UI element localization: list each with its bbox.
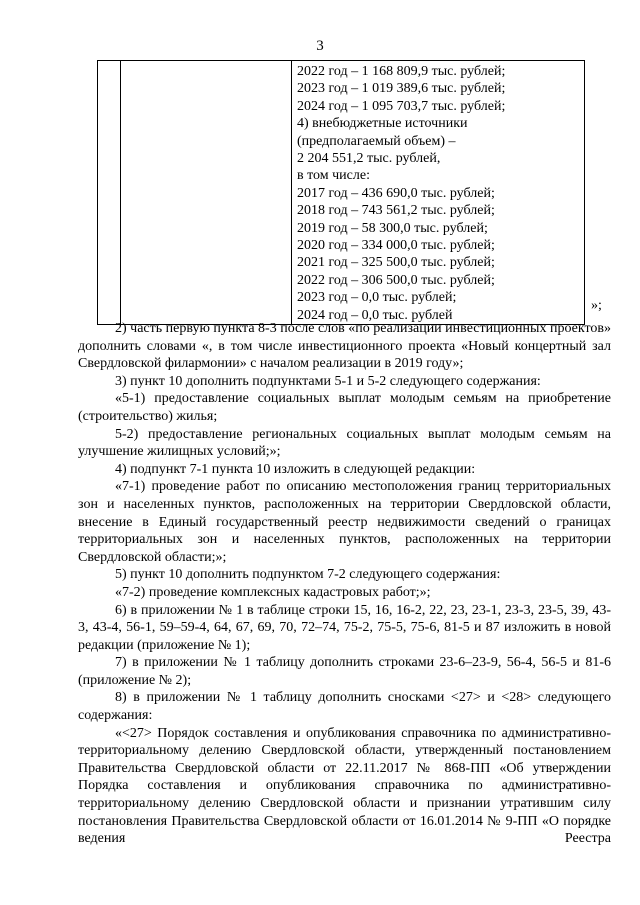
paragraph: «7-1) проведение работ по описанию местоположения границ территориальных зон и населенных пунктов, расположенных на территории Свердловской области, внесение в Единый государственный реестр недвижимости сведений о границах территориальных зон и населенных пунктов, расположенных на территории Свердловской области;»; xyxy=(78,479,611,565)
paragraph: 5) пункт 10 дополнить подпунктом 7-2 следующего содержания: xyxy=(115,567,501,583)
table-cell-values xyxy=(292,61,585,325)
paragraph: 3) пункт 10 дополнить подпунктами 5-1 и 5-2 следующего содержания: xyxy=(115,373,541,389)
table-closing-quote: »; xyxy=(591,298,602,313)
table-line: 2021 год – 325 500,0 тыс. рублей; xyxy=(297,255,495,271)
financing-table xyxy=(97,60,585,325)
paragraph: «5-1) предоставление социальных выплат молодым семьям на приобретение (строительство) жилья; xyxy=(78,391,611,424)
table-line: в том числе: xyxy=(297,168,370,184)
paragraph: 5-2) предоставление региональных социальных выплат молодым семьям на улучшение жилищных условий;»; xyxy=(78,426,611,460)
table-line: 2024 год – 1 095 703,7 тыс. рублей; xyxy=(297,98,506,114)
table-line: 2 204 551,2 тыс. рублей, xyxy=(297,151,441,167)
table-line: 2022 год – 306 500,0 тыс. рублей; xyxy=(297,272,495,288)
paragraph: 8) в приложении № 1 таблицу дополнить сносками <27> и <28> следующего содержания: xyxy=(78,690,611,724)
table-line: 2019 год – 58 300,0 тыс. рублей; xyxy=(297,220,488,236)
table-line: 2024 год – 0,0 тыс. рублей xyxy=(297,307,453,323)
table-line: (предполагаемый объем) – xyxy=(297,133,456,149)
table-cell-label xyxy=(121,61,292,325)
paragraph: «7-2) проведение комплексных кадастровых работ;»; xyxy=(115,584,431,600)
document-body xyxy=(78,320,611,848)
table-line: 2022 год – 1 168 809,9 тыс. рублей; xyxy=(297,64,506,79)
paragraph: 4) подпункт 7-1 пункта 10 изложить в следующей редакции: xyxy=(115,461,476,477)
table-line: 2018 год – 743 561,2 тыс. рублей; xyxy=(297,203,495,219)
paragraph: 6) в приложении № 1 в таблице строки 15, 16, 16-2, 22, 23, 23-1, 23-3, 23-5, 39, 43-3, 43-4, 56-1, 59–59-4, 64, 67, 69, 70, 72–74, 75-2, 75-5, 75-6, 81-5 и 87 изложить в новой редакции (приложение № 1); xyxy=(78,602,611,653)
paragraph: 2) часть первую пункта 8-3 после слов «по реализации инвестиционных проектов» дополнить словами «, в том числе инвестиционного проекта «Новый концертный зал Свердловской филармонии» с началом реализации в 2019 году»; xyxy=(78,321,611,372)
table-line: 2020 год – 334 000,0 тыс. рублей; xyxy=(297,238,495,254)
table-line: 2017 год – 436 690,0 тыс. рублей; xyxy=(297,185,495,201)
table-row xyxy=(98,61,585,325)
table-line: 2023 год – 0,0 тыс. рублей; xyxy=(297,290,457,306)
table-line: 2023 год – 1 019 389,6 тыс. рублей; xyxy=(297,81,506,97)
table-line: 4) внебюджетные источники xyxy=(297,116,468,132)
paragraph: «<27> Порядок составления и опубликования справочника по административно-территориальному делению Свердловской области, утвержденный постановлением Правительства Свердловской области от 22.11.2017 № 868-ПП «Об утверждении Порядка составления и опубликования справочника по административно-территориальному делению Свердловской области и признании утратившим силу постановления Правительства Свердловской области от 16.01.2014 № 9-ПП «О порядке ведения Реестра xyxy=(78,725,611,847)
table-cell-number xyxy=(98,61,121,325)
page-number: 3 xyxy=(316,38,324,54)
paragraph: 7) в приложении № 1 таблицу дополнить строками 23-6–23-9, 56-4, 56-5 и 81-6 (приложение № 2); xyxy=(78,655,611,688)
